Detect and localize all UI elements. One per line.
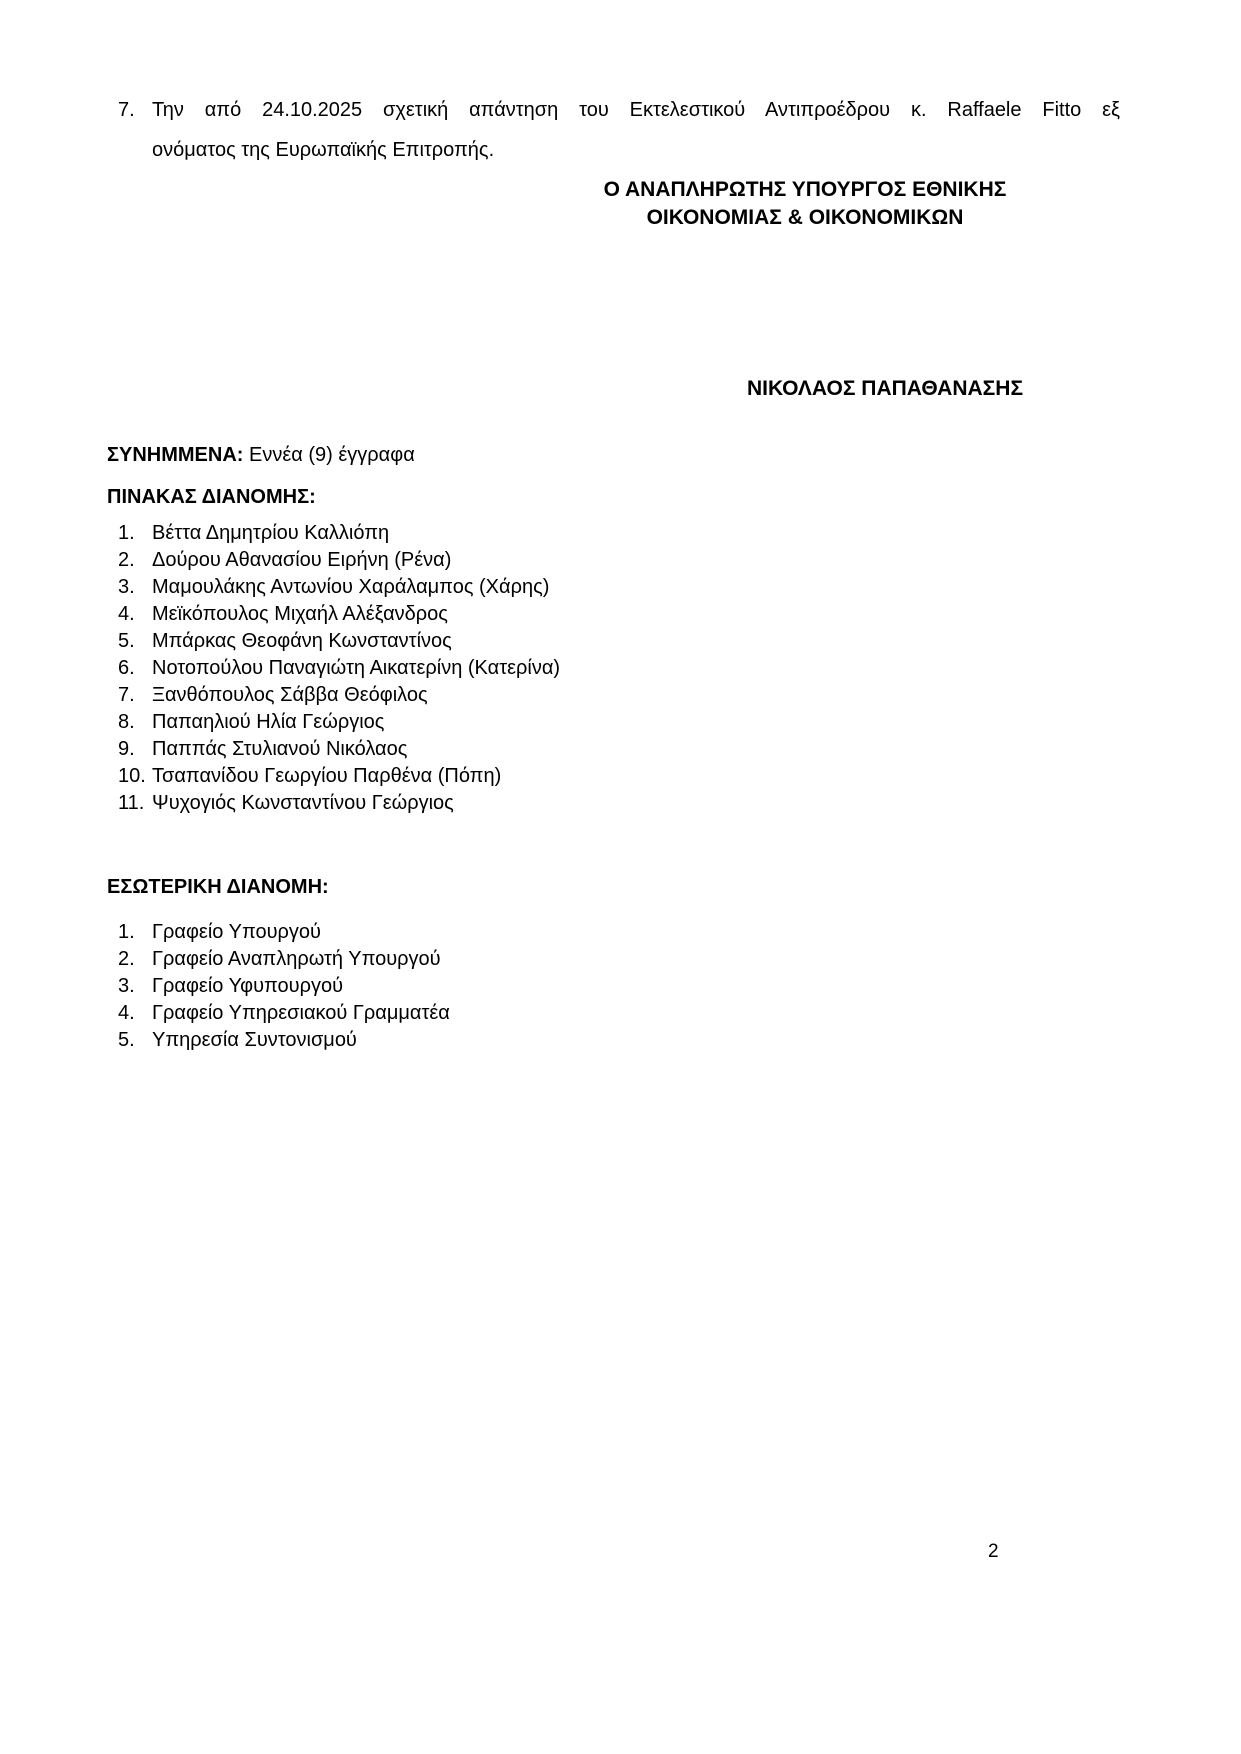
list-item-text: Γραφείο Υπηρεσιακού Γραμματέα: [152, 1002, 450, 1024]
distribution-list-item: [118, 547, 1120, 574]
distribution-list-item: [118, 655, 1120, 682]
list-item-text: Νοτοπούλου Παναγιώτη Αικατερίνη (Κατερίνα): [152, 657, 561, 679]
paragraph-text: Την από 24.10.2025 σχετική απάντηση του Εκτελεστικού Αντιπροέδρου κ. Raffaele Fitto εξ: [152, 99, 1120, 121]
list-item-number: 8.: [118, 711, 135, 733]
page-number: 2: [988, 1541, 999, 1562]
paragraph-number: 7.: [118, 99, 135, 121]
list-item-number: 1.: [118, 921, 135, 943]
list-item-number: 2.: [118, 948, 135, 970]
internal-distribution-list-item: [118, 946, 1120, 973]
distribution-list-item: [118, 763, 1120, 790]
distribution-list-item: [118, 682, 1120, 709]
internal-distribution-list-item: [118, 1000, 1120, 1027]
list-item-text: Παππάς Στυλιανού Νικόλαος: [152, 738, 408, 760]
distribution-list-item: [118, 574, 1120, 601]
distribution-heading: ΠΙΝΑΚΑΣ ΔΙΑΝΟΜΗΣ:: [107, 486, 316, 508]
list-item-text: Μπάρκας Θεοφάνη Κωνσταντίνος: [152, 630, 452, 652]
signatory-name: ΝΙΚΟΛΑΟΣ ΠΑΠΑΘΑΝΑΣΗΣ: [746, 377, 1024, 400]
list-item-number: 5.: [118, 630, 135, 652]
list-item-number: 1.: [118, 522, 135, 544]
list-item-text: Γραφείο Υφυπουργού: [152, 975, 344, 997]
internal-distribution-list: [118, 919, 1120, 1054]
list-item-text: Ψυχογιός Κωνσταντίνου Γεώργιος: [152, 792, 454, 814]
paragraph-line-2: ονόματος της Ευρωπαϊκής Επιτροπής.: [152, 139, 495, 161]
list-item-text: Γραφείο Υπουργού: [152, 921, 321, 943]
attachments-line: [107, 441, 1120, 469]
distribution-list: [118, 520, 1120, 817]
list-item-number: 4.: [118, 1002, 135, 1024]
list-item-text: Μαμουλάκης Αντωνίου Χαράλαμπος (Χάρης): [152, 576, 550, 598]
list-item-number: 11.: [118, 792, 145, 814]
list-item-text: Ξανθόπουλος Σάββα Θεόφιλος: [152, 684, 428, 706]
list-item-text: Παπαηλιού Ηλία Γεώργιος: [152, 711, 385, 733]
list-item-number: 9.: [118, 738, 135, 760]
list-item-text: Βέττα Δημητρίου Καλλιόπη: [152, 522, 390, 544]
internal-distribution-list-item: [118, 973, 1120, 1000]
list-item-text: Τσαπανίδου Γεωργίου Παρθένα (Πόπη): [152, 765, 502, 787]
attachments-label: ΣΥΝΗΜΜΕΝΑ:: [107, 444, 244, 466]
distribution-list-item: [118, 736, 1120, 763]
list-item-number: 3.: [118, 576, 135, 598]
list-item-text: Γραφείο Αναπληρωτή Υπουργού: [152, 948, 441, 970]
distribution-list-item: [118, 601, 1120, 628]
distribution-list-item: [118, 520, 1120, 547]
list-item-number: 5.: [118, 1029, 135, 1051]
distribution-list-item: [118, 628, 1120, 655]
list-item-text: Υπηρεσία Συντονισμού: [152, 1029, 357, 1051]
list-item-text: Μεϊκόπουλος Μιχαήλ Αλέξανδρος: [152, 603, 448, 625]
signatory-title-line-1: Ο ΑΝΑΠΛΗΡΩΤΗΣ ΥΠΟΥΡΓΟΣ ΕΘΝΙΚΗΣ: [603, 178, 1007, 201]
list-item-number: 2.: [118, 549, 135, 571]
paragraph-line-1: [118, 90, 1120, 130]
internal-distribution-heading: ΕΣΩΤΕΡΙΚΗ ΔΙΑΝΟΜΗ:: [107, 876, 329, 898]
list-item-number: 3.: [118, 975, 135, 997]
list-item-number: 6.: [118, 657, 135, 679]
paragraph-item-7: [118, 90, 1120, 170]
signatory-title: [585, 176, 1025, 232]
distribution-list-item: [118, 709, 1120, 736]
list-item-number: 4.: [118, 603, 135, 625]
internal-distribution-list-item: [118, 919, 1120, 946]
internal-distribution-list-item: [118, 1027, 1120, 1054]
attachments-value: Εννέα (9) έγγραφα: [249, 444, 415, 466]
signatory-title-line-2: ΟΙΚΟΝΟΜΙΑΣ & ΟΙΚΟΝΟΜΙΚΩΝ: [646, 206, 964, 229]
distribution-list-item: [118, 790, 1120, 817]
list-item-number: 10.: [118, 765, 146, 787]
list-item-number: 7.: [118, 684, 135, 706]
list-item-text: Δούρου Αθανασίου Ειρήνη (Ρένα): [152, 549, 452, 571]
